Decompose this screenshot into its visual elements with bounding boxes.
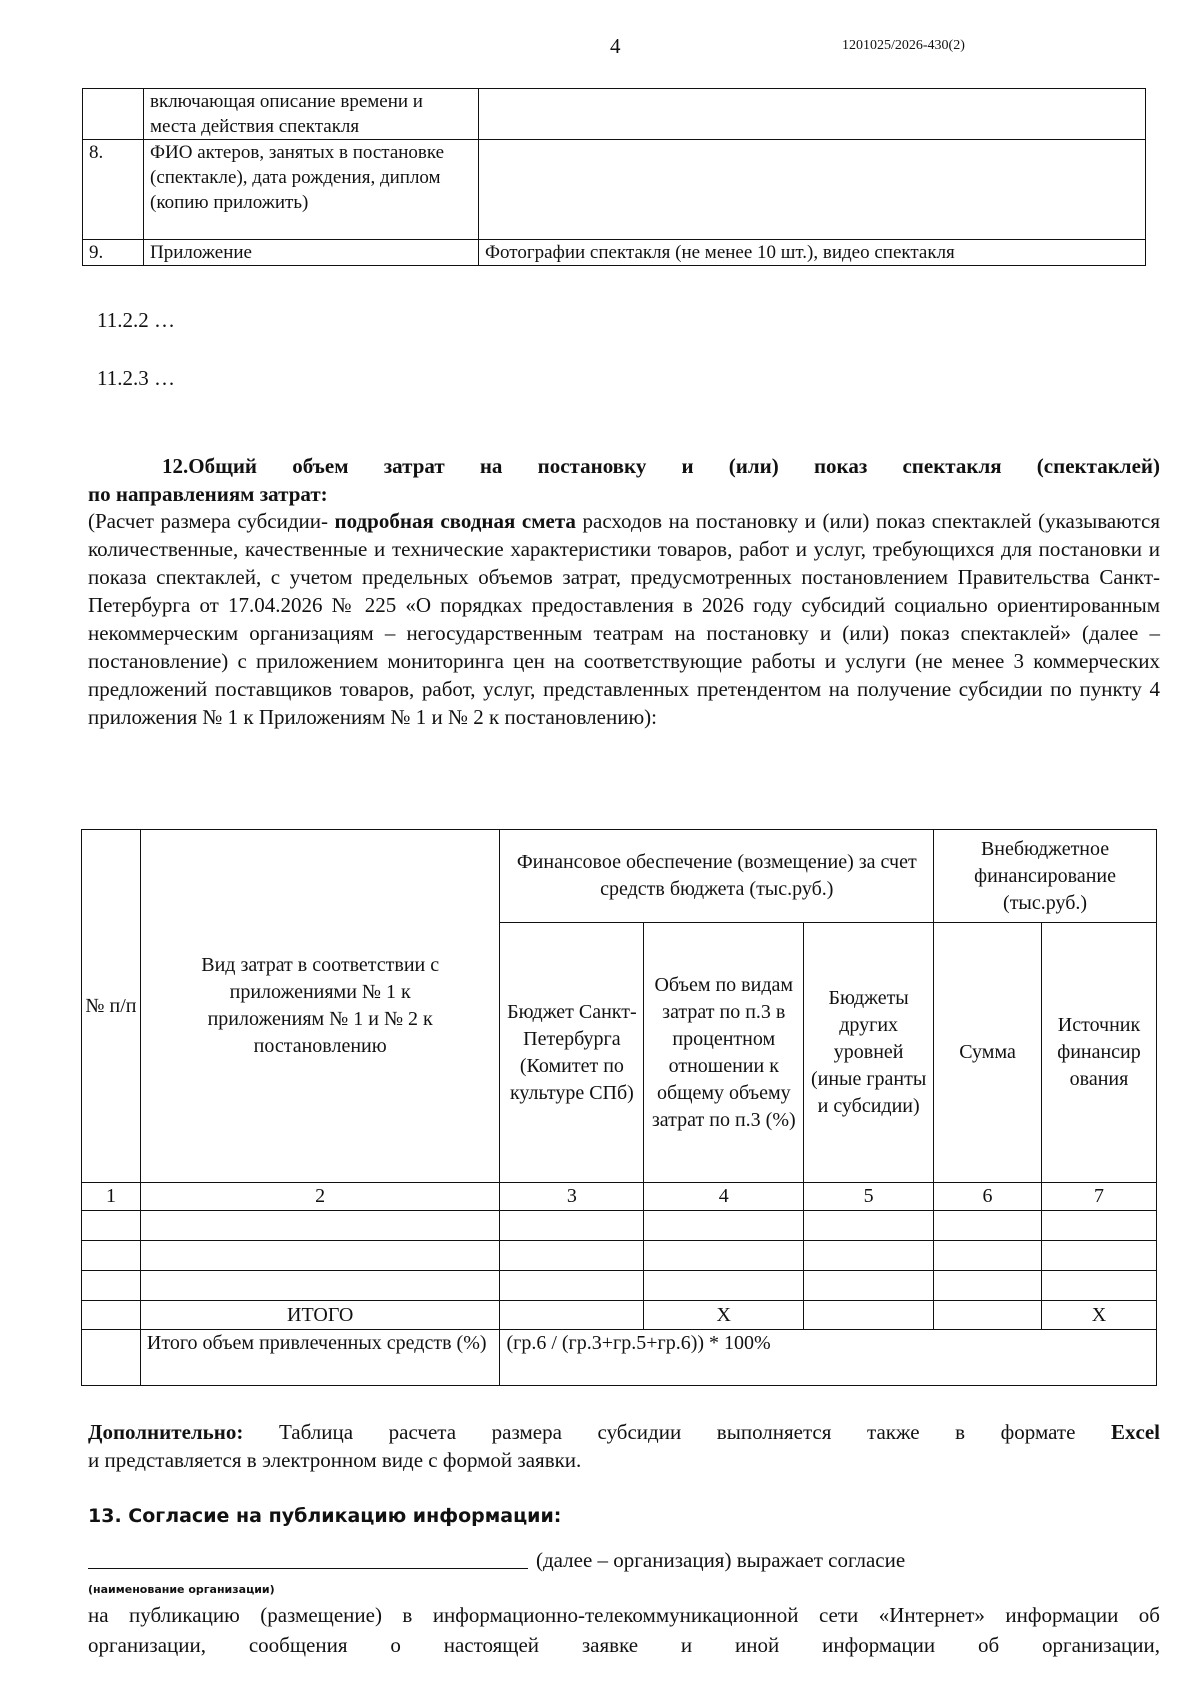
col-number: 3 [500,1183,644,1211]
row-value [479,140,1146,240]
table-row [82,1211,1157,1241]
publication-consent-text: на публикацию (размещение) в информационно-телекоммуникационной сети «Интернет» информации об организации, сообщения о настоящей заявке и иной информации об организации, [88,1603,1160,1657]
section-13-title: 13. Согласие на публикацию информации: [88,1505,562,1527]
section-12-body [88,507,1160,731]
header-num: № п/п [82,830,141,1183]
table-row [83,89,1146,140]
body-bold: подробная сводная смета [334,509,576,533]
header-share-percent: Объем по видам затрат по п.3 в процентном отношении к общему объему затрат по п.3 (%) [644,923,804,1183]
row-number: 8. [83,140,144,240]
additional-note [88,1418,1160,1474]
application-info-table [82,88,1146,266]
table-row [83,240,1146,266]
body-rest: расходов на постановку и (или) показ спектаклей (указываются количественные, качественные и технические характеристики товаров, работ и услуг, требующихся для постановки и показа спектаклей, с учетом предельных объемов затрат, предусмотренных постановлением Правительства Санкт-Петербурга от 17.04.2026 № 225 «О порядках предоставления в 2026 году субсидий социально ориентированным некоммерческим организациям – негосударственным театрам на постановку и (или) показ спектаклей» (далее – постановление) с приложением мониторинга цен на соответствующие работы и услуги (не менее 3 коммерческих предложений поставщиков товаров, работ, услуг, представленных претендентом на получение субсидии по пункту 4 приложения № 1 к Приложениям № 1 и № 2 к постановлению): [88,509,1161,729]
total-row [82,1301,1157,1330]
section-12-title: 12.Общий объем затрат на постановку и (или) показ спектакля (спектаклей) [162,454,1160,478]
col-number: 7 [1042,1183,1157,1211]
excel-label: Excel [1111,1420,1160,1444]
row-number: 9. [83,240,144,266]
col-number: 1 [82,1183,141,1211]
header-spb-budget: Бюджет Санкт-Петербурга (Комитет по культуре СПб) [500,923,644,1183]
col-number: 5 [804,1183,934,1211]
total-label: ИТОГО [140,1301,500,1330]
table-row [82,1271,1157,1301]
header-source: Источник финансир ования [1042,923,1157,1183]
row-value: Фотографии спектакля (не менее 10 шт.), видео спектакля [479,240,1146,266]
header-cost-type: Вид затрат в соответствии с приложениями № 1 к приложениям № 1 и № 2 к постановлению [140,830,500,1183]
attracted-formula: (гр.6 / (гр.3+гр.5+гр.6)) * 100% [500,1330,1157,1386]
header-budget-group: Финансовое обеспечение (возмещение) за счет средств бюджета (тыс.руб.) [500,830,934,923]
header-other-budgets: Бюджеты других уровней (иные гранты и субсидии) [804,923,934,1183]
row-value [479,89,1146,140]
additional-text: Таблица расчета размера субсидии выполняется также в формате [243,1420,1112,1444]
col-number: 2 [140,1183,500,1211]
subsection-11-2-3: 11.2.3 … [97,366,175,390]
subsidy-calculation-table [81,829,1157,1386]
org-name-caption: (наименование организации) [88,1583,275,1596]
attracted-label: Итого объем привлеченных средств (%) [140,1330,500,1386]
org-consent-text: (далее – организация) выражает согласие [536,1548,906,1572]
row-label: ФИО актеров, занятых в постановке (спектакле), дата рождения, диплом (копию приложить) [144,140,479,240]
row-label: включающая описание времени и места действия спектакля [144,89,479,140]
document-number: 1201025/2026-430(2) [842,38,965,53]
row-label: Приложение [144,240,479,266]
header-sum: Сумма [934,923,1042,1183]
table-row [82,1241,1157,1271]
body-prefix: (Расчет размера субсидии- [88,509,335,533]
subsection-11-2-2: 11.2.2 … [97,308,175,332]
header-row [82,830,1157,923]
additional-bold: Дополнительно: [88,1420,244,1444]
row-number [83,89,144,140]
total-x-col4: Х [644,1301,804,1330]
column-number-row [82,1183,1157,1211]
page-number: 4 [610,34,621,58]
total-x-col7: Х [1042,1301,1157,1330]
col-number: 6 [934,1183,1042,1211]
section-12-title-cont: по направлениям затрат: [88,482,328,506]
header-extrabudget-group: Внебюджетное финансирование (тыс.руб.) [934,830,1157,923]
table-row [83,140,1146,240]
attracted-funds-row [82,1330,1157,1386]
additional-text-cont: и представляется в электронном виде с формой заявки. [88,1448,582,1472]
col-number: 4 [644,1183,804,1211]
org-name-blank-line [88,1568,528,1569]
